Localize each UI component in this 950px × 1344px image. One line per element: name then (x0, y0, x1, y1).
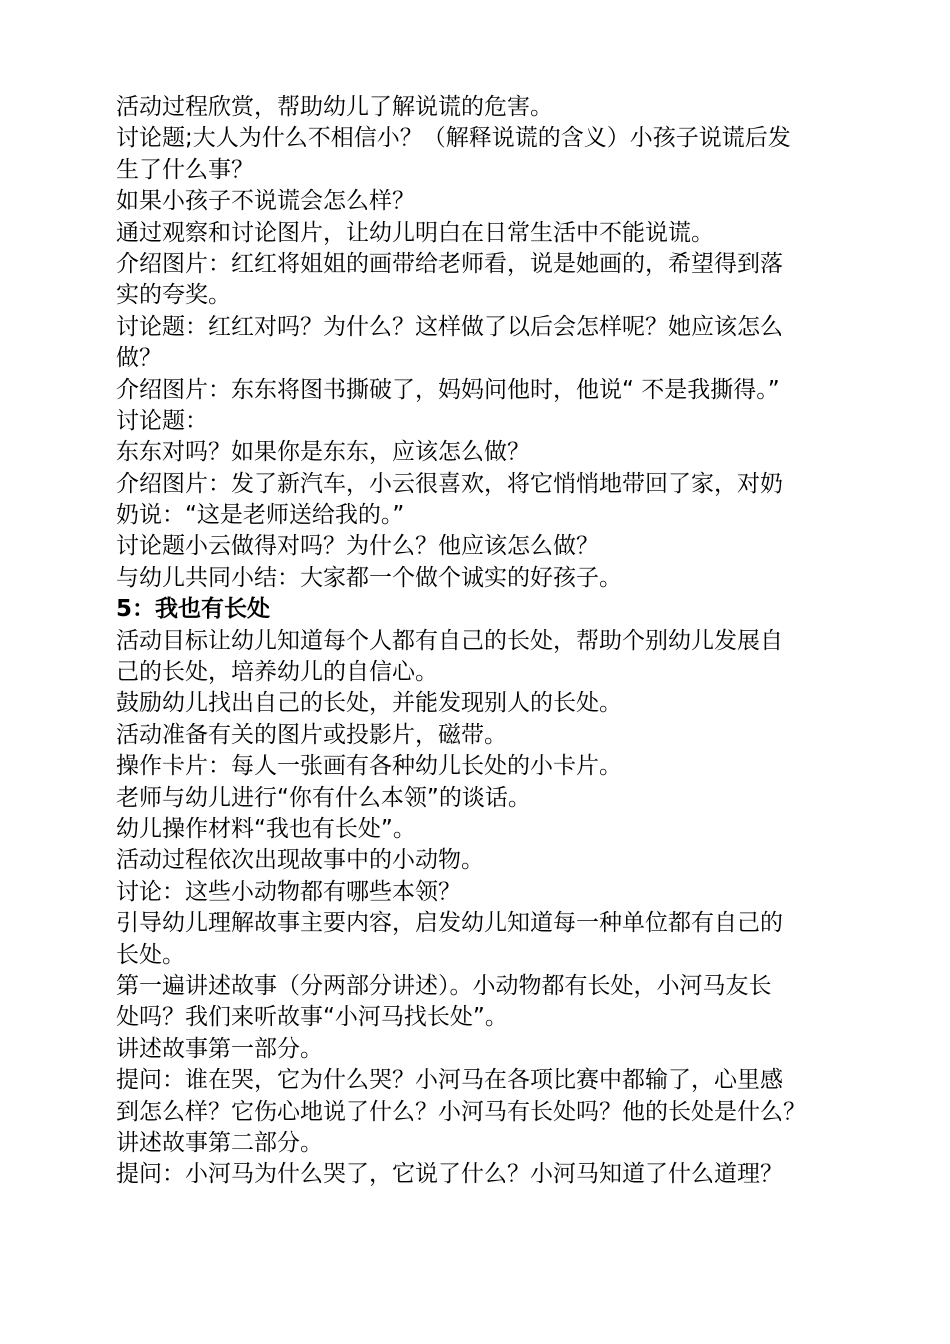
text-line: 老师与幼儿进行“你有什么本领”的谈话。 (116, 784, 531, 811)
text-line: 活动过程欣赏，帮助幼儿了解说谎的危害。 (116, 94, 553, 120)
text-line: 讨论题小云做得对吗？为什么？他应该怎么做？ (116, 533, 599, 560)
text-line: 活动目标让幼儿知道每个人都有自己的长处，帮助个别幼儿发展自 (116, 627, 783, 654)
text-line: 讲述故事第二部分。 (116, 1129, 323, 1156)
text-line: 长处。 (116, 941, 185, 968)
text-line: 活动过程依次出现故事中的小动物。 (116, 847, 484, 874)
text-line: 讲述故事第一部分。 (116, 1035, 323, 1062)
text-line: 通过观察和讨论图片，让幼儿明白在日常生活中不能说谎。 (116, 219, 714, 246)
document-body (116, 92, 828, 1191)
text-line: 鼓励幼儿找出自己的长处，并能发现别人的长处。 (116, 690, 622, 717)
text-line: 东东对吗？如果你是东东，应该怎么做？ (116, 439, 530, 466)
text-line: 第一遍讲述故事（分两部分讲述）。小动物都有长处，小河马友长 (116, 972, 772, 999)
text-line: 幼儿操作材料“我也有长处”。 (116, 815, 416, 842)
text-line: 奶说：“这是老师送给我的。” (116, 502, 405, 529)
text-line: 介绍图片：红红将姐姐的画带给老师看，说是她画的，希望得到落 (116, 250, 783, 277)
text-line: 操作卡片：每人一张画有各种幼儿长处的小卡片。 (116, 753, 622, 780)
text-line: 与幼儿共同小结：大家都一个做个诚实的好孩子。 (116, 564, 622, 591)
text-line: 实的夸奖。 (116, 282, 231, 309)
text-line: 到怎么样？它伤心地说了什么？小河马有长处吗？他的长处是什么？ (116, 1098, 806, 1125)
text-line: 如果小孩子不说谎会怎么样？ (116, 188, 415, 215)
text-line: 引导幼儿理解故事主要内容，启发幼儿知道每一种单位都有自己的 (116, 910, 783, 937)
text-line: 己的长处，培养幼儿的自信心。 (116, 659, 438, 686)
text-line: 活动准备有关的图片或投影片，磁带。 (116, 721, 507, 748)
text-line: 介绍图片：东东将图书撕破了，妈妈问他时，他说“ 不是我撕得。” (116, 376, 780, 403)
text-line: 生了什么事？ (116, 156, 254, 183)
text-line: 处吗？我们来听故事“小河马找长处”。 (116, 1004, 508, 1031)
text-line: 讨论题;大人为什么不相信小？（解释说谎的含义）小孩子说谎后发 (116, 125, 791, 152)
text-line: 提问：谁在哭，它为什么哭？小河马在各项比赛中都输了，心里感 (116, 1067, 783, 1094)
text-line: 讨论题： (116, 407, 208, 434)
text-line: 讨论题：红红对吗？为什么？这样做了以后会怎样呢？她应该怎么 (116, 313, 783, 340)
text-line: 做？ (116, 345, 162, 372)
text-line: 讨论：这些小动物都有哪些本领？ (116, 878, 461, 905)
text-line: 介绍图片：发了新汽车，小云很喜欢，将它悄悄地带回了家，对奶 (116, 470, 783, 497)
text-line: 提问：小河马为什么哭了，它说了什么？小河马知道了什么道理？ (116, 1161, 783, 1188)
section-heading: 5：我也有长处 (116, 596, 271, 623)
